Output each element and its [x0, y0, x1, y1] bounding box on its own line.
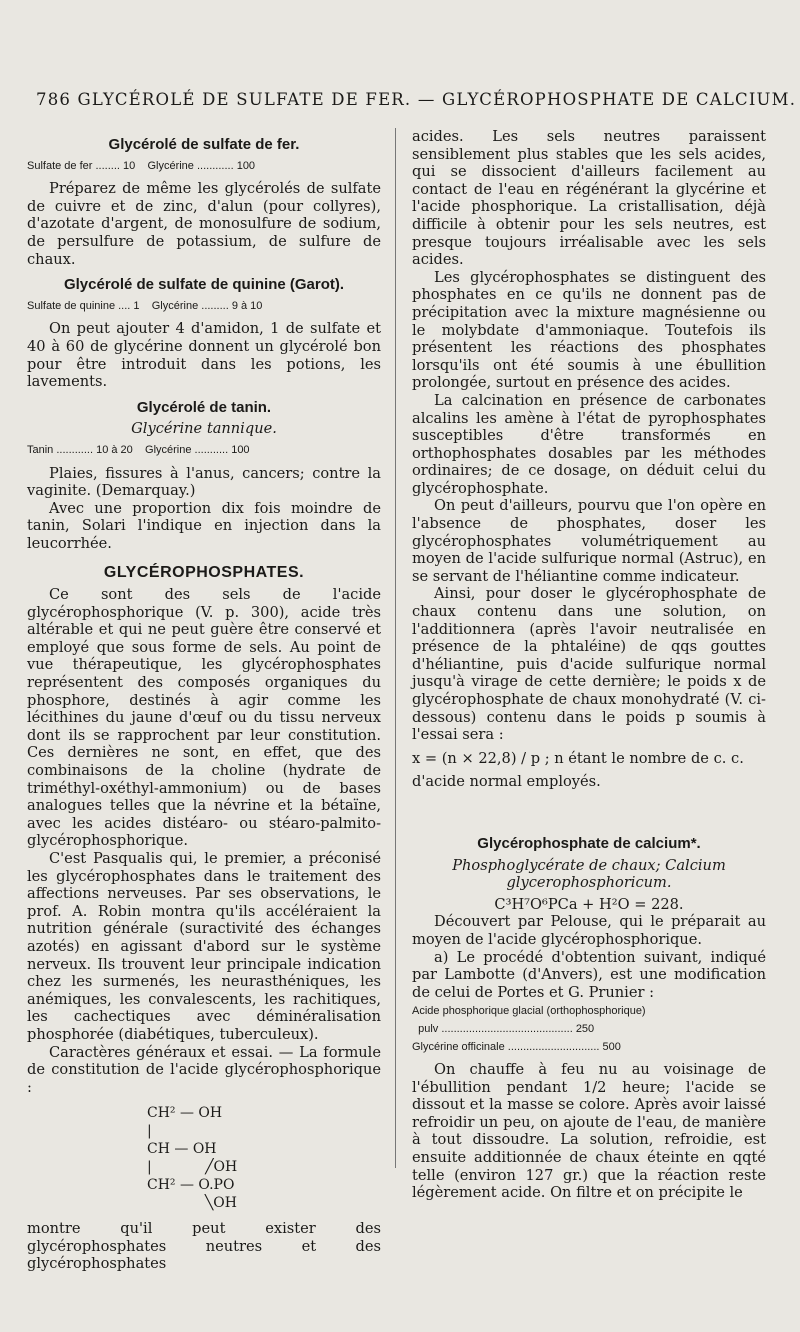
paragraph: Avec une proportion dix fois moindre de tanin, Solari l'indique en injection dans la leucorrhée.	[27, 499, 381, 552]
paragraph: a) Le procédé d'obtention suivant, indiqué par Lambotte (d'Anvers), est une modification de celui de Portes et G. Prunier :	[412, 948, 766, 1001]
structural-formula: CH² — OH | CH — OH | ╱OH CH² — O.PO ╲OH	[147, 1105, 238, 1212]
section-subtitle: Phosphoglycérate de chaux; Calcium glycerophosphoricum.	[452, 856, 726, 892]
chemical-formula: C³H⁷O⁶PCa + H²O = 228.	[494, 895, 684, 913]
paragraph: La calcination en présence de carbonates alcalins les amène à l'état de pyrophosphates susceptibles d'être transformés en orthophosphates dosables par les méthodes ordinaires; de ce dosage, on déduit celui du glycérophosphate.	[412, 391, 766, 497]
right-column	[412, 128, 766, 1202]
paragraph: C'est Pasqualis qui, le premier, a préconisé les glycérophosphates dans le traitement des affections nerveuses. Par ses observations, le prof. A. Robin montra qu'ils accéléraient la nutrition générale (suractivité des échanges azotés) en agissant d'abord sur le système nerveux. Ils trouvent leur principale indication chez les surmenés, les neurasthéniques, les anémiques, les convalescents, les rachitiques, les cachectiques avec déminéralisation phosphorée (diabétiques, tuberculeux).	[27, 849, 381, 1043]
paragraph: Ainsi, pour doser le glycérophosphate de chaux contenu dans une solution, on l'additionnera (après l'avoir neutralisée en présence de la phtaléine) de qqs gouttes d'héliantine, puis d'acide sulfurique normal jusqu'à virage de cette dernière; le poids x de glycérophosphate de chaux monohydraté (V. ci-dessous) contenu dans le poids p soumis à l'essai sera :	[412, 585, 766, 744]
paragraph: Plaies, fissures à l'anus, cancers; contre la vaginite. (Demarquay.)	[27, 464, 381, 500]
left-column	[27, 128, 381, 1273]
paragraph: Préparez de même les glycérolés de sulfate de cuivre et de zinc, d'alun (pour collyres), d'azotate d'argent, de monosulfure de sodium, de persulfure de potassium, de sulfure de chaux.	[27, 180, 381, 268]
column-divider	[395, 128, 396, 1168]
paragraph: Ce sont des sels de l'acide glycérophosphorique (V. p. 300), acide très altérable et qui ne peut guère être conservé et employé que sous forme de sels. Au point de vue thérapeutique, les glycérophosphates représentent des composés organiques du phosphore, destinés à agir comme les lécithines du jaune d'œuf ou du tissu nerveux dont ils se rapprochent par leur constitution. Ces dernières ne sont, en effet, que des combinaisons de la choline (hydrate de triméthyl-oxéthyl-ammonium) ou de bases analogues telles que la névrine et la bétaïne, avec les acides distéaro- ou stéaro-palmito-glycérophosphorique.	[27, 586, 381, 850]
paragraph: montre qu'il peut exister des glycérophosphates neutres et des glycérophosphates	[27, 1220, 381, 1273]
running-header: 786 GLYCÉROLÉ DE SULFATE DE FER. — GLYCÉROPHOSPHATE DE CALCIUM.	[36, 90, 797, 109]
chapter-title: GLYCÉROPHOSPHATES.	[103, 564, 305, 582]
paragraph: Caractères généraux et essai. — La formule de constitution de l'acide glycérophosphorique :	[27, 1043, 381, 1096]
equation: x = (n × 22,8) / p ; n étant le nombre de c. c.	[412, 749, 744, 767]
paragraph: Les glycérophosphates se distinguent des phosphates en ce qu'ils ne donnent pas de précipitation avec la mixture magnésienne ou le molybdate d'ammoniaque. Toutefois ils présentent les réactions des phosphates lorsqu'ils ont été soumis à une ébullition prolongée, surtout en présence des acides.	[412, 268, 766, 392]
paragraph: Découvert par Pelouse, qui le préparait au moyen de l'acide glycérophosphorique.	[412, 913, 766, 948]
recipe-block: Acide phosphorique glacial (orthophosphorique) pulv ........................................... 250 Glycérine officinale .............................. 500	[412, 1005, 646, 1053]
recipe-line: Sulfate de quinine .... 1 Glycérine ......... 9 à 10	[27, 299, 263, 312]
paragraph: On chauffe à feu nu au voisinage de l'ébullition pendant 1/2 heure; l'acide se dissout et la masse se colore. Après avoir laissé refroidir un peu, on ajoute de l'eau, de manière à tout dissoudre. La solution, refroidie, est ensuite additionnée de chaux éteinte en qqté telle (environ 127 gr.) que la réaction reste légèrement acide. On filtre et on précipite le	[412, 1061, 766, 1202]
spacer	[412, 791, 766, 827]
paragraph: d'acide normal employés.	[412, 773, 601, 791]
section-title: Glycérophosphate de calcium*.	[477, 834, 701, 852]
paragraph: On peut ajouter 4 d'amidon, 1 de sulfate et 40 à 60 de glycérine donnent un glycérolé bon pour être introduit dans les potions, les lavements.	[27, 320, 381, 391]
section-title: Glycérolé de tanin.	[136, 398, 272, 416]
section-title: Glycérolé de sulfate de fer.	[108, 136, 300, 153]
paragraph: On peut d'ailleurs, pourvu que l'on opère en l'absence de phosphates, doser les glycérophosphates volumétriquement au moyen de l'acide sulfurique normal (Astruc), en se servant de l'héliantine comme indicateur.	[412, 497, 766, 585]
section-subtitle: Glycérine tannique.	[131, 420, 277, 438]
recipe-line: Tanin ............ 10 à 20 Glycérine ........... 100	[27, 443, 250, 456]
section-title: Glycérolé de sulfate de quinine (Garot).	[63, 276, 345, 294]
paragraph: acides. Les sels neutres paraissent sensiblement plus stables que les sels acides, qui se dissocient d'ailleurs facilement au contact de l'eau en régénérant la glycérine et l'acide phosphorique. La cristallisation, déjà difficile à obtenir pour les sels neutres, est presque toujours irréalisable avec les sels acides.	[412, 128, 766, 269]
recipe-line: Sulfate de fer ........ 10 Glycérine ............ 100	[27, 159, 256, 172]
